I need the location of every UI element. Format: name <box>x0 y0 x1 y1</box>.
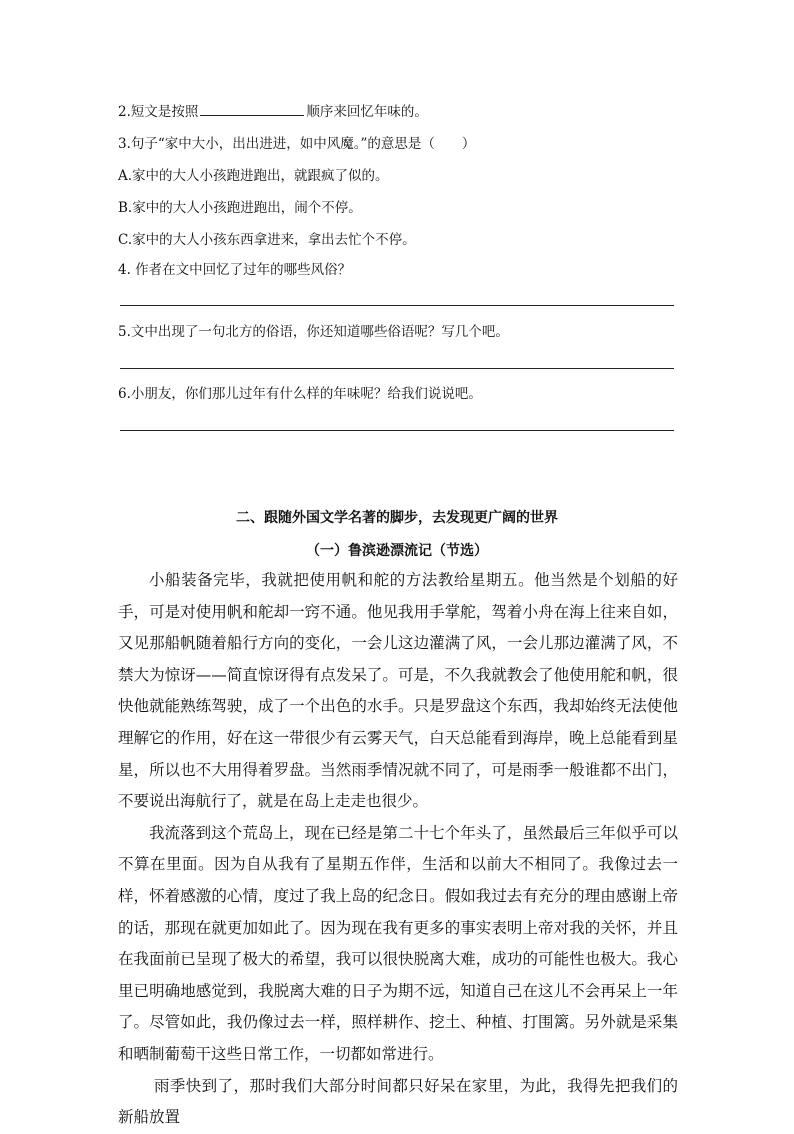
question-6-answer-line[interactable] <box>120 430 674 431</box>
question-3-stem: 3.句子“家中大小，出出进进，如中风魔。”的意思是（ ） <box>118 136 476 152</box>
question-5-answer-line[interactable] <box>120 368 674 369</box>
question-3-option-b: B.家中的大人小孩跑进跑出，闹个不停。 <box>118 200 362 216</box>
passage-paragraph-1: 小船装备完毕，我就把使用帆和舵的方法教给星期五。他当然是个划船的好手，可是对使用帆和舵却一窍不通。他见我用手掌舵，驾着小舟在海上往来自如，又见那船帆随着船行方向的变化，一会儿这边灌满了风，一会儿那边灌满了风，不禁大为惊讶——简直惊讶得有点发呆了。可是，不久我就教会了他使用舵和帆，很快他就能熟练驾驶，成了一个出色的水手。只是罗盘这个东西，我却始终无法使他理解它的作用，好在这一带很少有云雾天气，白天总能看到海岸，晚上总能看到星星，所以也不大用得着罗盘。当然雨季情况就不同了，可是雨季一般谁都不出门，不要说出海航行了，就是在岛上走走也很少。 <box>118 571 678 811</box>
question-5: 5.文中出现了一句北方的俗语，你还知道哪些俗语呢？写几个吧。 <box>118 324 509 340</box>
question-4-answer-line[interactable] <box>120 305 674 306</box>
question-3-option-c: C.家中的大人小孩东西拿进来，拿出去忙个不停。 <box>118 232 416 248</box>
passage-paragraph-2: 我流落到这个荒岛上，现在已经是第二十七个年头了，虽然最后三年似乎可以不算在里面。因为自从我有了星期五作伴，生活和以前大不相同了。我像过去一样，怀着感激的心情，度过了我上岛的纪念日。假如我过去有充分的理由感谢上帝的话，那现在就更加如此了。因为现在我有更多的事实表明上帝对我的关怀，并且在我面前已呈现了极大的希望，我可以很快脱离大难，成功的可能性也极大。我心里已明确地感觉到，我脱离大难的日子为期不远，知道自己在这儿不会再呆上一年了。尽管如此，我仍像过去一样，照样耕作、挖土、种植、打围篱。另外就是采集和晒制葡萄干这些日常工作，一切都如常进行。 <box>118 823 678 1063</box>
section-title: 二、跟随外国文学名著的脚步，去发现更广阔的世界 <box>236 510 558 526</box>
passage-paragraph-3: 雨季快到了，那时我们大部分时间都只好呆在家里，为此，我得先把我们的新船放置 <box>118 1076 678 1127</box>
passage-subtitle: （一）鲁滨逊漂流记（节选） <box>306 543 488 559</box>
question-2-blank[interactable] <box>200 102 304 116</box>
question-4: 4. 作者在文中回忆了过年的哪些风俗？ <box>118 262 352 278</box>
question-6: 6.小朋友，你们那儿过年有什么样的年味呢？给我们说说吧。 <box>118 386 482 402</box>
question-2-suffix: 顺序来回忆年味的。 <box>306 104 428 120</box>
question-3-option-a: A.家中的大人小孩跑进跑出，就跟疯了似的。 <box>118 168 389 184</box>
question-2-prefix: 2.短文是按照 <box>118 104 199 120</box>
passage-body <box>118 565 678 1134</box>
question-2 <box>118 102 428 122</box>
